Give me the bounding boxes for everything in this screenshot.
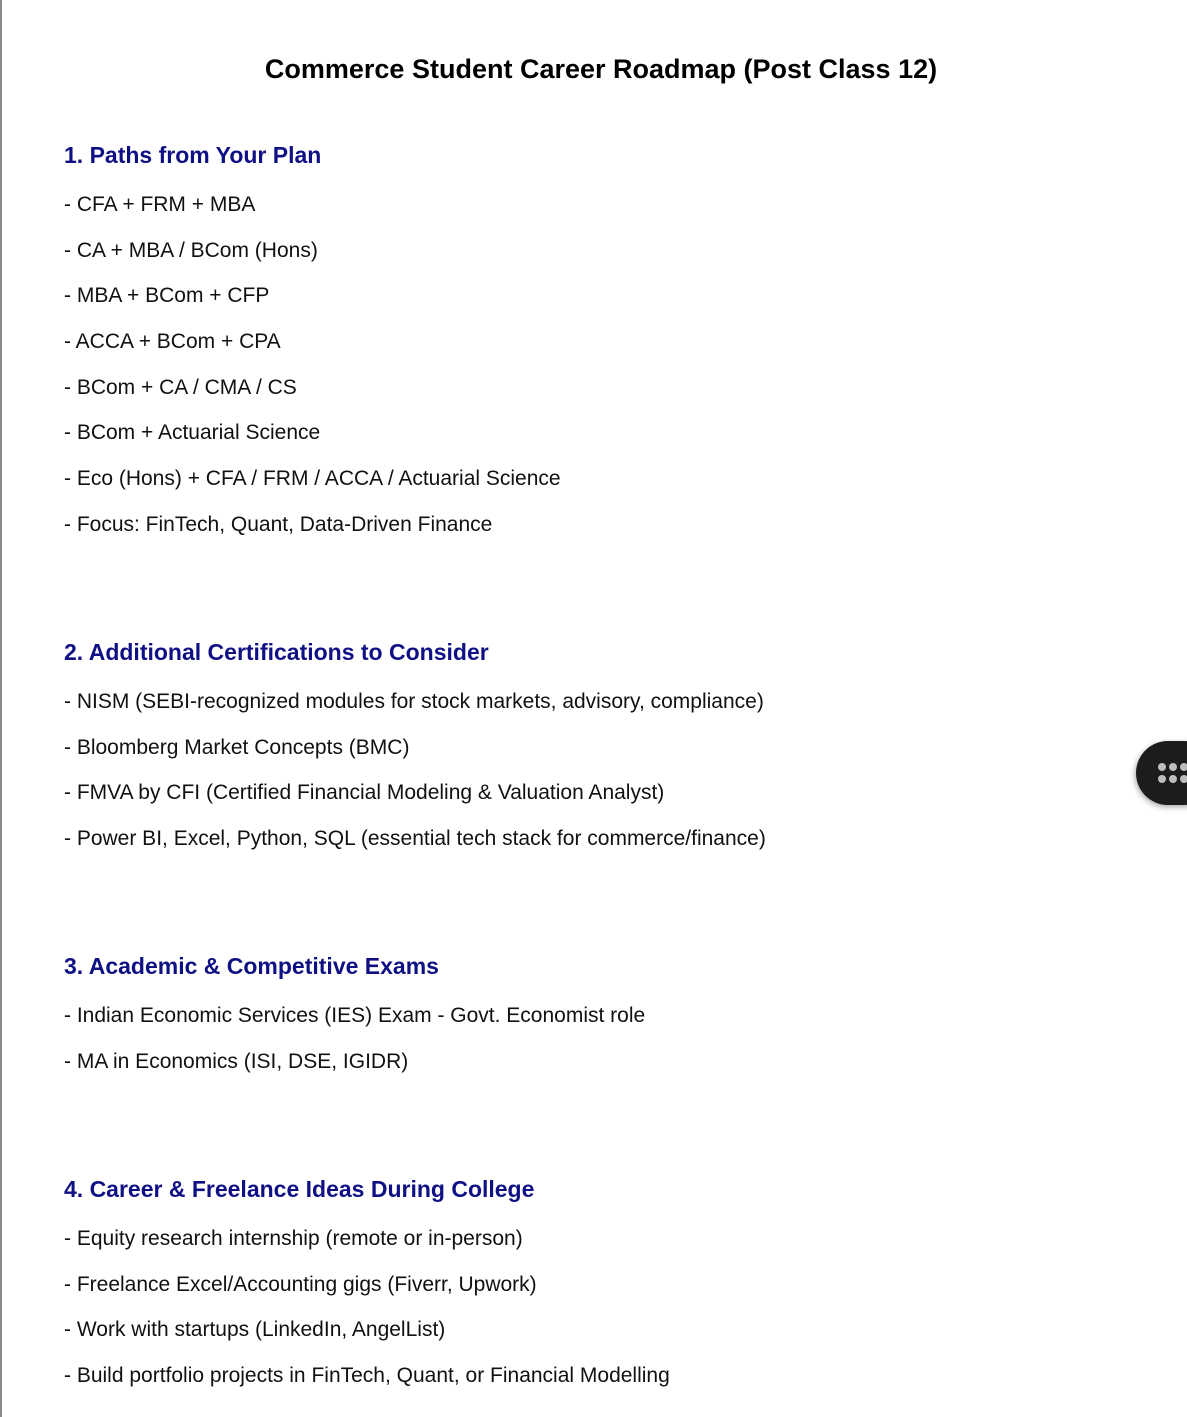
section-list [64, 192, 1144, 538]
list-item: - BCom + Actuarial Science [64, 421, 321, 445]
list-item: - Indian Economic Services (IES) Exam - Govt. Economist role [64, 1004, 646, 1027]
list-item: - ACCA + BCom + CPA [64, 330, 281, 354]
section-heading: 3. Academic & Competitive Exams [64, 953, 439, 979]
section-career-ideas [64, 1174, 1144, 1389]
section-heading: 1. Paths from Your Plan [64, 142, 322, 168]
section-list [64, 689, 1144, 852]
list-item: - Eco (Hons) + CFA / FRM / ACCA / Actuarial Science [64, 467, 561, 491]
section-exams [64, 951, 1144, 1075]
list-item: - Power BI, Excel, Python, SQL (essential tech stack for commerce/finance) [64, 827, 766, 851]
list-item: - Bloomberg Market Concepts (BMC) [64, 735, 410, 759]
list-item: - BCom + CA / CMA / CS [64, 375, 297, 399]
section-list [64, 1003, 1144, 1075]
list-item: - FMVA by CFI (Certified Financial Modeling & Valuation Analyst) [64, 781, 665, 805]
list-item: - Freelance Excel/Accounting gigs (Fiverr, Upwork) [64, 1272, 537, 1296]
section-heading: 4. Career & Freelance Ideas During College [64, 1176, 535, 1202]
list-item: - CFA + FRM + MBA [64, 193, 256, 216]
list-item: - Focus: FinTech, Quant, Data-Driven Finance [64, 512, 493, 536]
list-item: - NISM (SEBI-recognized modules for stock markets, advisory, compliance) [64, 690, 764, 713]
section-heading: 2. Additional Certifications to Consider [64, 639, 489, 665]
list-item: - Build portfolio projects in FinTech, Quant, or Financial Modelling [64, 1364, 670, 1388]
list-item: - Work with startups (LinkedIn, AngelList) [64, 1318, 446, 1342]
section-paths [64, 140, 1144, 538]
page-title: Commerce Student Career Roadmap (Post Class 12) [264, 54, 938, 84]
list-item: - MBA + BCom + CFP [64, 284, 270, 308]
list-item: - MA in Economics (ISI, DSE, IGIDR) [64, 1049, 409, 1073]
list-item: - CA + MBA / BCom (Hons) [64, 238, 318, 262]
drag-handle-icon[interactable] [1158, 763, 1187, 783]
list-item: - Equity research internship (remote or in-person) [64, 1227, 523, 1250]
section-certifications [64, 637, 1144, 852]
section-list [64, 1226, 1144, 1389]
